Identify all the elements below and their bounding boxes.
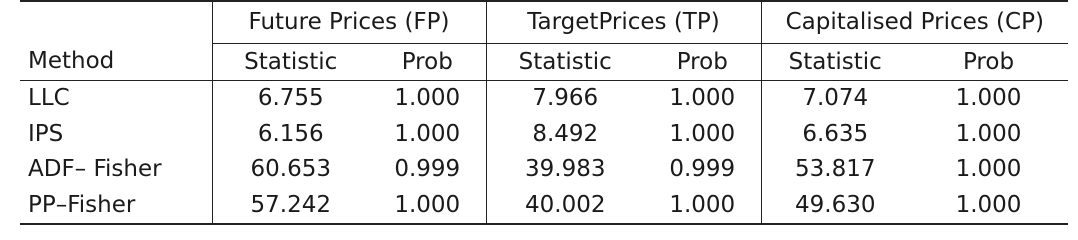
method-cell: PP–Fisher (20, 188, 212, 225)
tp-prob-cell: 1.000 (644, 188, 761, 225)
fp-prob-cell: 1.000 (369, 81, 486, 117)
group-header-row (20, 1, 1068, 44)
fp-statistic-cell: 6.755 (257, 85, 324, 112)
method-cell: LLC (20, 81, 212, 117)
cp-statistic-header: Statistic (788, 48, 882, 75)
cp-statistic-cell: 7.074 (802, 85, 869, 112)
table-row (20, 117, 1068, 153)
tp-statistic-header: Statistic (518, 48, 612, 75)
table-row (20, 152, 1068, 188)
cp-statistic-cell: 6.635 (802, 120, 869, 147)
cp-prob-cell: 1.000 (955, 156, 1022, 183)
fp-statistic-cell: 57.242 (250, 191, 331, 218)
tp-statistic-cell: 8.492 (532, 120, 599, 147)
cp-prob-cell: 1.000 (955, 120, 1022, 147)
method-cell: IPS (20, 117, 212, 153)
group-header-target-prices: TargetPrices (TP) (486, 1, 761, 44)
cp-prob-cell: 1.000 (955, 85, 1022, 112)
cp-prob-cell: 1.000 (955, 191, 1022, 218)
tp-statistic-cell: 39.983 (525, 156, 606, 183)
fp-prob-cell: 0.999 (369, 152, 486, 188)
tp-statistic-cell: 7.966 (532, 85, 599, 112)
tp-prob-cell: 1.000 (644, 81, 761, 117)
fp-prob-cell: 1.000 (369, 117, 486, 153)
cp-statistic-cell: 49.630 (795, 191, 876, 218)
tp-statistic-cell: 40.002 (525, 191, 606, 218)
unit-root-test-table-container (20, 0, 1068, 225)
table-row (20, 81, 1068, 117)
cp-statistic-cell: 53.817 (795, 156, 876, 183)
unit-root-test-table (20, 0, 1068, 225)
method-column-header: Method (20, 44, 212, 81)
fp-statistic-header: Statistic (244, 48, 338, 75)
table-row (20, 188, 1068, 225)
fp-prob-cell: 1.000 (369, 188, 486, 225)
empty-corner-cell (20, 1, 212, 44)
tp-prob-cell: 1.000 (644, 117, 761, 153)
group-header-future-prices: Future Prices (FP) (212, 1, 486, 44)
cp-prob-header: Prob (962, 48, 1015, 75)
sub-header-row (20, 44, 1068, 81)
fp-statistic-cell: 6.156 (257, 120, 324, 147)
group-header-capitalised-prices: Capitalised Prices (CP) (761, 1, 1068, 44)
fp-prob-header: Prob (369, 44, 486, 81)
fp-statistic-cell: 60.653 (250, 156, 331, 183)
method-cell: ADF– Fisher (20, 152, 212, 188)
tp-prob-header: Prob (644, 44, 761, 81)
tp-prob-cell: 0.999 (644, 152, 761, 188)
